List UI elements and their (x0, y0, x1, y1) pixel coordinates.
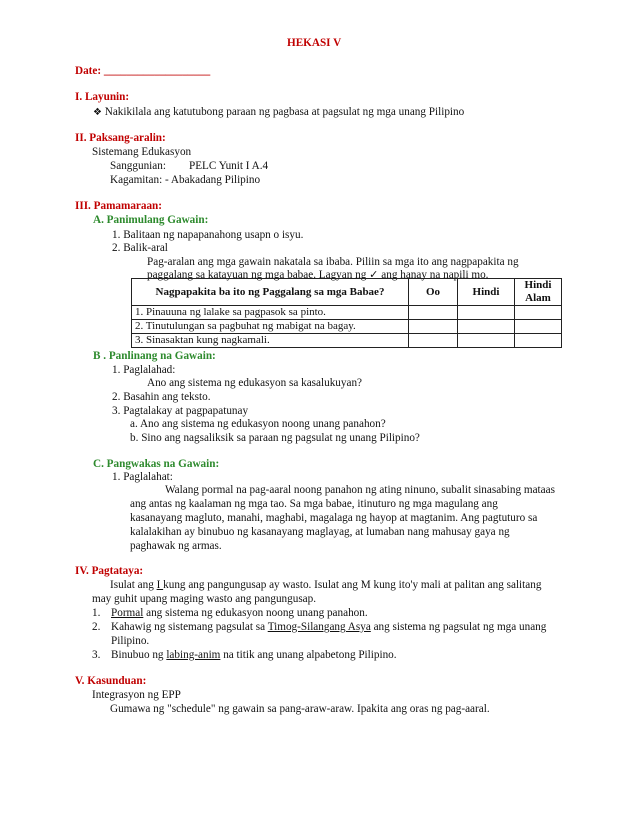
table-row (132, 320, 562, 334)
table-cell: 2. Tinutulungan sa pagbuhat ng mabigat na bagay. (132, 320, 409, 334)
checkbox-cell[interactable] (409, 306, 458, 320)
step-b1-question: Ano ang sistema ng edukasyon sa kasalukuyan? (147, 377, 362, 389)
checkbox-cell[interactable] (458, 320, 515, 334)
checkbox-cell[interactable] (515, 306, 562, 320)
evaluation-instruction-line1 (110, 578, 541, 593)
item-text: Binubuo ng (111, 649, 167, 661)
step-b1: 1. Paglalahad: (112, 364, 176, 376)
objective-text: Nakikilala ang katutubong paraan ng pagbasa at pagsulat ng mga unang Pilipino (104, 106, 465, 118)
item-text: ang sistema ng edukasyon noong unang panahon. (143, 607, 368, 619)
subsection-a-heading: A. Panimulang Gawain: (93, 214, 209, 226)
section-3-heading: III. Pamamaraan: (75, 200, 163, 212)
checkbox-cell[interactable] (515, 320, 562, 334)
section-5-heading: V. Kasunduan: (75, 675, 147, 687)
evaluation-instruction-line2: may guhit upang maging wasto ang pangungusap. (92, 593, 317, 605)
item-text: Kahawig ng sistemang pagsulat sa (111, 621, 268, 633)
instruction-text: kung ang pangungusap ay wasto. Isulat ang M kung ito'y mali at palitan ang salitang (163, 579, 542, 591)
evaluation-item-2 (92, 620, 546, 635)
subsection-c-heading: C. Pangwakas na Gawain: (93, 458, 220, 470)
item-text: ang sistema ng pagsulat ng mga unang (370, 621, 547, 633)
table-header: Nagpapakita ba ito ng Paggalang sa mga Babae? (132, 279, 409, 306)
date-line: Date: ___________________ (75, 65, 211, 77)
table-header: Hindi (458, 279, 515, 306)
table-row (132, 334, 562, 348)
table-cell: 1. Pinauuna ng lalake sa pagpasok sa pinto. (132, 306, 409, 320)
step-b3a: a. Ano ang sistema ng edukasyon noong unang panahon? (130, 418, 386, 430)
objective-line (93, 105, 464, 121)
materials-text: Kagamitan: - Abakadang Pilipino (110, 174, 261, 186)
checkbox-cell[interactable] (458, 306, 515, 320)
item-number: 1. (92, 607, 101, 619)
step-b3: 3. Pagtalakay at pagpapatunay (112, 405, 249, 417)
reference-label: Sanggunian: (110, 160, 166, 172)
checkbox-cell[interactable] (409, 334, 458, 348)
item-number: 3. (92, 649, 101, 661)
instruction-text: Isulat ang (110, 579, 157, 591)
step-c1: 1. Paglalahat: (112, 471, 173, 483)
underlined-word: labing-anim (166, 649, 221, 661)
underlined-word: Timog-Silangang Asya (267, 621, 371, 633)
section-2-heading: II. Paksang-aralin: (75, 132, 166, 144)
step-b3b: b. Sino ang nagsaliksik sa paraan ng pagsulat ng unang Pilipino? (130, 432, 420, 444)
page-title: HEKASI V (287, 37, 342, 49)
checkbox-cell[interactable] (515, 334, 562, 348)
item-number: 2. (92, 621, 101, 633)
underlined-letter: I (156, 579, 164, 591)
topic-text: Sistemang Edukasyon (92, 146, 192, 158)
checkbox-cell[interactable] (458, 334, 515, 348)
step-a1: 1. Balitaan ng napapanahong usapn o isyu. (112, 229, 304, 241)
reference-value: PELC Yunit I A.4 (189, 160, 269, 172)
checkbox-cell[interactable] (409, 320, 458, 334)
generalization-line: kasanayang magluto, manahi, maghabi, magalaga ng hayop at magtanim. Ang pagtuturo sa (130, 512, 538, 524)
generalization-line: Walang pormal na pag-aaral noong panahon ng ating ninuno, subalit sinasabing mataas (165, 484, 555, 496)
subsection-b-heading: B . Panlinang na Gawain: (93, 350, 216, 362)
table-row (132, 306, 562, 320)
review-instruction-line1: Pag-aralan ang mga gawain nakatala sa ibaba. Piliin sa mga ito ang nagpapakita ng (147, 256, 519, 268)
item-text: na titik ang unang alpabetong Pilipino. (220, 649, 397, 661)
respect-table (131, 278, 562, 348)
underlined-word: Pormal (111, 607, 144, 619)
evaluation-item-3 (92, 648, 397, 663)
table-header: Hindi Alam (515, 279, 562, 306)
table-header: Oo (409, 279, 458, 306)
section-4-heading: IV. Pagtataya: (75, 565, 144, 577)
step-b2: 2. Basahin ang teksto. (112, 391, 211, 403)
assignment-line1: Integrasyon ng EPP (92, 689, 181, 701)
evaluation-item-2-cont: Pilipino. (111, 635, 150, 647)
table-cell: 3. Sinasaktan kung nagkamali. (132, 334, 409, 348)
review-instruction-line2: paggalang sa katayuan ng mga babae. Lagyan ng ✓ ang hanay na napili mo. (147, 269, 489, 281)
evaluation-item-1 (92, 606, 368, 621)
diamond-bullet-icon: ❖ (93, 107, 102, 118)
generalization-line: paghawak ng armas. (130, 540, 222, 552)
generalization-line: ang antas ng kaalaman ng mga tao. Sa mga babae, itinuturo ng mga magulang ang (130, 498, 498, 510)
step-a2: 2. Balik-aral (112, 242, 168, 254)
generalization-line: kalalakihan ay binubuo ng kasanayang maglayag, at lumaban nang mahusay gaya ng (130, 526, 510, 538)
section-1-heading: I. Layunin: (75, 91, 130, 103)
table-header-row (132, 279, 562, 306)
assignment-line2: Gumawa ng "schedule" ng gawain sa pang-araw-araw. Ipakita ang oras ng pag-aaral. (110, 703, 490, 715)
